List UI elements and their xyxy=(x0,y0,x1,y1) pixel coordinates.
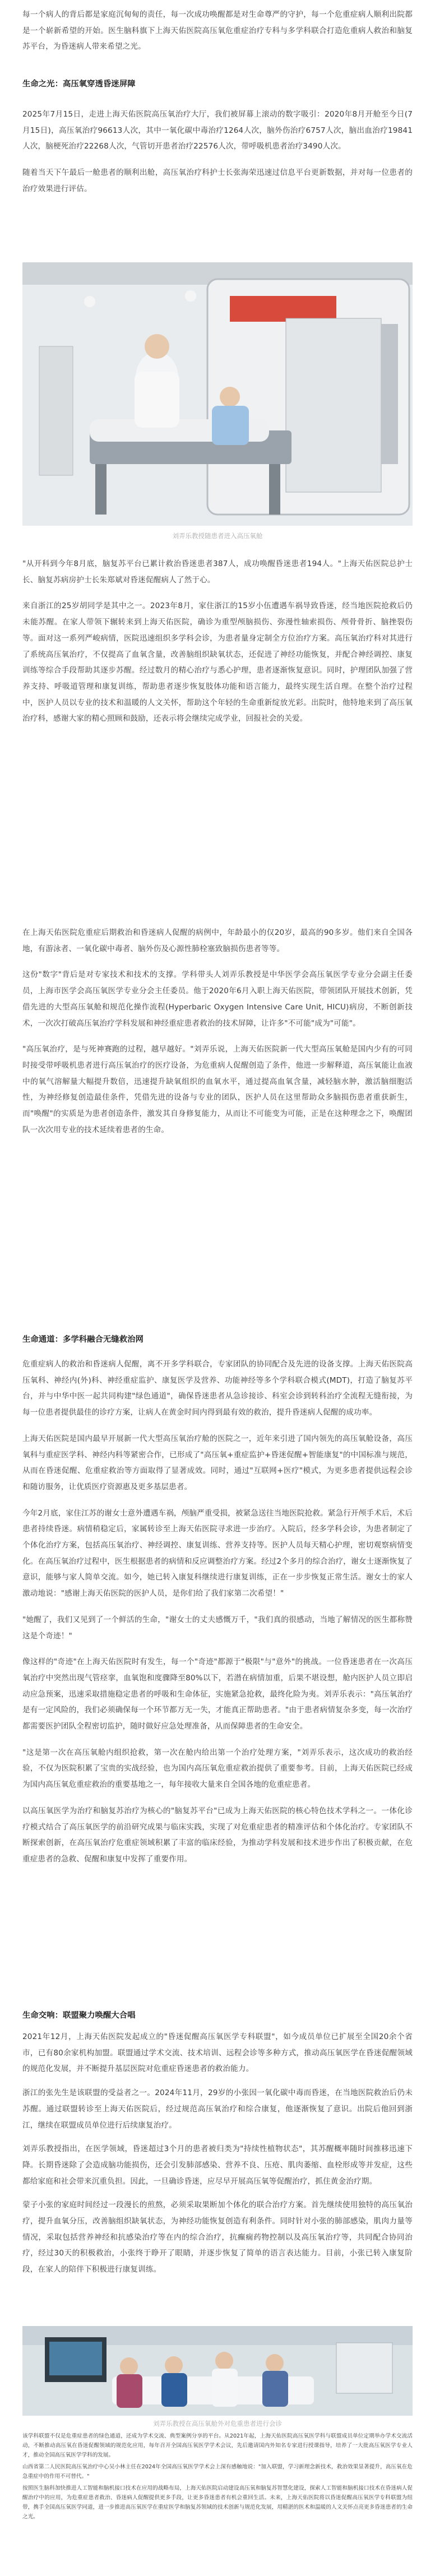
paragraph: 该学科联盟不仅是危重症患者的绿色通道，还成为学术交流、典型案例分享的平台。从2021年起，上海天佑医院高压氧医学科与联盟成员单位定期举办学术交流活动，不断推动高压氧在昏迷促醒领域的规范化应用，每年召开全国高压氧医学学术会议，先后邀请国内外知名专家进行授课指导，培养了一大批高压氧医学专业人才，推动全国高压氧医学学科的发展。 xyxy=(22,2433,413,2458)
paragraph: 上海天佑医院是国内最早开展新一代大型高压氧治疗舱的医院之一，近年来引进了国内领先的高压氧舱设备，高压氧科与重症医学科、神经内科等紧密合作，已形成了"高压氧+重症监护+昏迷促醒+智能康复"的中国标准与规范，从而在昏迷促醒、危重症救治等方面取得了显著成效。同时，通过"互联网+医疗"模式，为更多患者提供远程会诊和随访服务，让优质医疗资源惠及更多基层患者。 xyxy=(22,1434,413,1491)
paragraph: "她醒了，我们又见到了一个鲜活的生命，"谢女士的丈夫感慨万千，"我们真的很感动，当地了解情况的医生都称赞这是个奇迹！" xyxy=(22,1615,413,1641)
paragraph: 2021年12月，上海天佑医院发起成立的"昏迷促醒高压氧医学专科联盟"，如今成员单位已扩展至全国20余个省市，已有80余家机构加盟。联盟通过学术交流、技术培训、远程会诊等多种方式，推动高压氧医学在昏迷促醒领域的规范化发展，并不断提升基层医院对危重症昏迷患者的救治能力。 xyxy=(22,2032,413,2074)
photo-caption: 刘弄乐教授在高压氧舱外对危重患者进行会诊 xyxy=(153,2420,282,2427)
paragraph: 2025年7月15日，走进上海天佑医院高压氧治疗大厅，我们被屏幕上滚动的数字吸引：2020年8月开舱至今日(7月15日)，高压氧治疗96613人次，其中一氧化碳中毒治疗1264人次，脑外伤治疗6757人次，脑出血治疗19841人次，脑梗死治疗22268人次，气管切开患者治疗22576人次，带呼吸机患者治疗3490人次。 xyxy=(22,110,413,151)
paragraph: 以高压氧医学为治疗和脑复苏治疗为核心的"脑复苏平台"已成为上海天佑医院的核心特色技术学科之一。一体化诊疗模式结合了高压氧医学的前沿研究成果与临床实践，实现了对危重症患者的精准评估和个体化治疗。专家团队不断探索创新，在高压氧治疗危重症领域积累了丰富的临床经验，为推动学科发展和技术进步作出了积极贡献，在危重症患者的急救、促醒和康复中发挥了重要作用。 xyxy=(22,1806,413,1864)
section3-body xyxy=(22,1356,413,1868)
paragraph: 浙江的张先生是该联盟的受益者之一。2024年11月，29岁的小张因一氧化碳中毒而昏迷，在当地医院救治后仍未苏醒。通过联盟转诊至上海天佑医院后，经过规范高压氧治疗和综合康复，他逐渐恢复了意识。出院后他回到浙江，继续在联盟成员单位进行后续康复治疗。 xyxy=(22,2088,413,2130)
paragraph: 这份"数字"背后是对专家技术和技术的支撑。学科带头人刘弄乐教授是中华医学会高压氧医学专业分会副主任委员，上海市医学会高压氧医学专业分会主任委员。他于2020年6月入职上海天佑医院，带领团队开展技术创新，凭借先进的大型高压氧舱和规范化操作流程(Hyperbaric Oxygen Intensive Care Unit, HICU)病房，不断创新技术，一次次打破高压氧治疗学科发展和神经重症患者救治的技术屏障，让许多"不可能"成为"可能"。 xyxy=(22,970,413,1028)
paragraph: 今年2月底，家住江苏的谢女士意外遭遇车祸，颅脑严重受损，被紧急送往当地医院抢救。紧急行开颅手术后，术后患者持续昏迷。病情稍稳定后，家属转诊至上海天佑医院寻求进一步治疗。入院后，经多学科会诊，为患者制定了个体化治疗方案，包括高压氧治疗、神经调控、康复训练、营养支持等。医护人员每天精心护理，密切观察病情变化。在高压氧治疗过程中，医生根据患者的病情和反应调整治疗方案。经过2个多月的综合治疗，谢女士逐渐恢复了意识，能够与家人简单交流。如今，她已转入康复科继续进行康复训练，正在一步步恢复正常生活。谢女士的家人激动地说："感谢上海天佑医院的医护人员，是你们给了我们家第二次希望！" xyxy=(22,1508,413,1599)
section-title: 生命之光：高压氧穿透昏迷屏障 xyxy=(22,80,136,89)
photo-icu-consult-image xyxy=(22,2326,413,2416)
intro-paragraph: 每一个病人的背后都是家庭沉甸甸的责任，每一次成功唤醒都是对生命尊严的守护，每一个危重症病人顺利出院都是一个崭新希望的开始。医生脑科旗下上海天佑医院高压氧危重症治疗专科与多学科联合打造危重病人救治和脑复苏平台，为昏迷病人带来希望之光。 xyxy=(22,10,413,52)
section-heading xyxy=(22,76,413,92)
icu-consult-illustration xyxy=(22,2326,413,2416)
section1-body-cont xyxy=(22,556,413,727)
section-title: 生命交响：联盟聚力唤醒大合唱 xyxy=(22,2011,136,2020)
paragraph: 来自浙江的25岁胡同学是其中之一。2023年8月，家住浙江的15岁小伍遭遇车祸导致昏迷，经当地医院抢救后仍未能苏醒。在家人带领下辗转来到上海天佑医院，确诊为重型颅脑损伤、弥漫性轴索损伤、颅骨骨折、脑挫裂伤等。面对这一系列严峻病情，医院迅速组织多学科会诊，为患者量身定制全方位治疗方案。高压氧治疗科对其进行了系统高压氧治疗，不仅提高了血氧含量，改善脑组织缺氧状态，还促进了神经功能恢复，并配合神经调控、康复训练等综合手段帮助其逐步苏醒。经过数月的精心治疗与悉心护理，患者逐渐恢复意识。同时，护理团队加强了营养支持、呼吸道管理和康复训练，帮助患者逐步恢复肢体功能和语言能力，最终实现生活自理。在整个治疗过程中，医护人员以专业的技术和温暖的人文关怀，帮助这个年轻的生命重新绽放光彩。出院时，他特地来到了高压氧治疗科，感谢大家的精心照顾和鼓励，还表示将会继续完成学业，回报社会的关爱。 xyxy=(22,601,413,724)
paragraph: 危重症病人的救治和昏迷病人促醒，离不开多学科联合，专家团队的协同配合及先进的设备支撑。上海天佑医院高压氧科、神经内(外)科、神经重症监护、康复医学及营养、功能神经等多个学科联合模式(MDT)，打造了脑复苏平台，并与中华中医一起共同构建"绿色通道"，确保昏迷患者从急诊接诊、科室会诊到转科治疗全流程无缝衔接，为每一位患者提供最佳的诊疗方案，让病人在黄金时间内得到最有效的救治，提升昏迷病人促醒的成功率。 xyxy=(22,1360,413,1417)
paragraph: 按照医生脑科加快推进人工智能和脑机接口技术在应用的战略布局，上海天佑医院启动建设高压氧和脑复苏智慧化建设，探索人工智能和脑机接口技术在昏迷病人促醒治疗中的应用，为危重症患者救治、昏迷病人促醒提供更多手段，让更多昏迷患者有机会重回生活。未来，上海天佑医院将以昏迷促醒高压氧医学专科联盟为纽带，携手全国高压氧医学同道，进一步推进高压氧医学在重症医学和脑复苏领域的技术创新与规范化发展，用精湛的医术和温暖的人文关怀点亮更多昏迷患者的生命之光。 xyxy=(22,2485,413,2520)
section1-body xyxy=(22,106,413,197)
paragraph: 随着当天下午最后一舱患者的顺利出舱，高压氧治疗科护士长张海荣迅速过信息平台更新数据，并对每一位患者的治疗效果进行评估。 xyxy=(22,168,413,193)
chamber-illustration xyxy=(22,262,413,526)
section4-body xyxy=(22,2029,413,2278)
section-heading xyxy=(22,1332,413,1348)
paragraph: "从开科到今年8月底，脑复苏平台已累计救治昏迷患者387人，成功唤醒昏迷患者194人。"上海天佑医院总护士长、脑复苏病房护士长朱郑斌对昏迷促醒病人了然于心。 xyxy=(22,559,413,585)
photo-hyperbaric-chamber xyxy=(22,262,413,526)
paragraph: 在上海天佑医院危重症后期救治和昏迷病人促醒的病例中，年龄最小的仅20岁，最高的90多岁。他们来自全国各地，有游泳者、一氧化碳中毒者、脑外伤及心源性肺栓塞致脑损伤患者等等。 xyxy=(22,928,413,953)
paragraph: 刘弄乐教授指出，在医学领域，昏迷超过3个月的患者被归类为"持续性植物状态"，其苏醒概率随时间推移迅速下降。长期昏迷除了会造成脑功能损伤，还会引发肺部感染、营养不良、压疮、肌肉萎缩、血栓形成等并发症，这些都给家庭和社会带来沉重负担。因此，一旦确诊昏迷，应尽早开展高压氧等促醒治疗，抓住黄金治疗期。 xyxy=(22,2144,413,2186)
section4-body-cont xyxy=(22,2431,413,2522)
paragraph: 像这样的"奇迹"在上海天佑医院时有发生，每一个"奇迹"都源于"极限"与"意外"的挑战。一位昏迷患者在一次高压氧治疗中突然出现气管痉挛，血氧饱和度骤降至80%以下，若潜在病情加重，后果不堪设想，舱内医护人员立即启动应急预案，迅速采取措施稳定患者的呼吸和生命体征，实施紧急抢救，最终化险为夷。刘弄乐表示："高压氧治疗是有一定风险的，我们必须确保每一个环节都万无一失，才能真正帮助患者。"由于患者病情复杂多变，每一次治疗都需要医护团队全程密切监护，随时做好应急处理准备，从而保障患者的生命安全。 xyxy=(22,1657,413,1731)
section2-body xyxy=(22,925,413,1138)
section-title: 生命通道：多学科融合无缝救治网 xyxy=(22,1335,144,1344)
intro-block xyxy=(22,7,413,55)
section4-tail xyxy=(22,2326,413,2567)
paragraph: "这是第一次在高压氧舱内组织抢救，第一次在舱内给出第一个治疗处理方案，"刘弄乐表示，这次成功的救治经验，不仅为医院积累了宝贵的实战经验，也为国内高压氧危重症救治提供了重要参考。目前，上海天佑医院已经成为国内高压氧危重症救治的重要基地之一，每年接收大量来自全国各地的危重症患者。 xyxy=(22,1748,413,1790)
paragraph: 山西省第二人民医院高压氧治疗中心吴小林主任在2024年全国高压氧医学学术会上深有感触地说："加入联盟，学习新理念新技术，救治效果显著提升，高压氧在危急重症中的作用不可替代。" xyxy=(22,2464,413,2480)
paragraph: 蒙子小张的家庭时间经过一段漫长的煎熬，必须采取果断加个体化的联合治疗方案。首先继续使用独特的高压氧治疗，提升血氧分压，改善脑组织缺氧状态，为神经功能恢复创造有利条件。同时针对小张的肺部感染，肌肉力量等情况，采取包括营养神经和抗感染治疗等在内的综合治疗，抗癫痫药物控制以及高压氧治疗等，共同配合协同治疗，经过30天的积极救治，小张终于睁开了眼睛，并逐步恢复了简单的语言表达能力。目前，小张已转入康复阶段，在家人的陪伴下积极进行康复训练。 xyxy=(22,2200,413,2274)
paragraph: "高压氧治疗，是与死神赛跑的过程，越早越好。"刘弄乐说，上海天佑医院新一代大型高压氧舱是国内少有的可同时接受带呼吸机患者进行高压氧治疗的医疗设备，为危重病人促醒创造了条件，他进一步解释道，高压氧能让血液中的氧气溶解量大幅提升数倍，迅速提升缺氧组织的血氧水平，通过提高血氧含量，减轻脑水肿，激活脑细胞活性，为神经修复创造最佳条件，凭借先进的设备与专业的团队，医护人员在这里帮助众多脑损伤患者重获新生，而"唤醒"的实质是为患者创造条件，激发其自身修复能力，从而让不可能变为可能，正是在这种理念之下，唤醒团队一次次用专业的技术延续着患者的生命。 xyxy=(22,1045,413,1134)
photo-caption: 刘弄乐教授随患者进入高压氧舱 xyxy=(172,532,263,540)
section-heading xyxy=(22,2008,413,2024)
